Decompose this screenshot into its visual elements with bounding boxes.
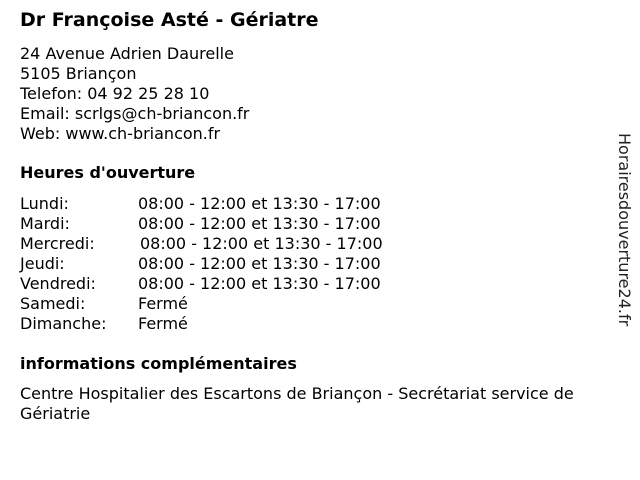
hours-row-tuesday [20, 214, 383, 234]
page-title: Dr Françoise Asté - Gériatre [20, 9, 319, 31]
website-link[interactable]: Web: www.ch-briancon.fr [20, 124, 221, 143]
hours-time: 08:00 - 12:00 et 13:30 - 17:00 [138, 274, 381, 293]
hours-time: 08:00 - 12:00 et 13:30 - 17:00 [138, 254, 381, 273]
street-address: 24 Avenue Adrien Daurelle [20, 44, 234, 63]
hours-time: 08:00 - 12:00 et 13:30 - 17:00 [138, 214, 381, 233]
additional-info-text: Centre Hospitalier des Escartons de Briançon - Secrétariat service de Gériatrie [20, 384, 574, 423]
hours-day: Dimanche: [20, 314, 107, 333]
phone-number[interactable]: Telefon: 04 92 25 28 10 [20, 84, 210, 103]
hours-row-monday [20, 194, 383, 214]
hours-time: 08:00 - 12:00 et 13:30 - 17:00 [140, 234, 383, 253]
email-link[interactable]: Email: scrlgs@ch-briancon.fr [20, 104, 250, 123]
hours-row-wednesday [20, 234, 383, 254]
hours-day: Lundi: [20, 194, 69, 213]
city: 5105 Briançon [20, 64, 137, 83]
hours-row-sunday [20, 314, 383, 334]
hours-day: Vendredi: [20, 274, 96, 293]
hours-day: Mercredi: [20, 234, 95, 253]
hours-row-thursday [20, 254, 383, 274]
additional-info-heading: informations complémentaires [20, 354, 297, 373]
address-block [20, 44, 249, 144]
hours-time: Fermé [138, 294, 188, 313]
hours-time: 08:00 - 12:00 et 13:30 - 17:00 [138, 194, 381, 213]
hours-time: Fermé [138, 314, 188, 333]
site-brand-link[interactable]: Horairesdouverture24.fr [615, 133, 634, 327]
hours-row-saturday [20, 294, 383, 314]
hours-day: Jeudi: [20, 254, 65, 273]
hours-day: Mardi: [20, 214, 70, 233]
hours-row-friday [20, 274, 383, 294]
opening-hours-heading: Heures d'ouverture [20, 163, 196, 182]
hours-day: Samedi: [20, 294, 86, 313]
opening-hours-table [20, 194, 383, 334]
